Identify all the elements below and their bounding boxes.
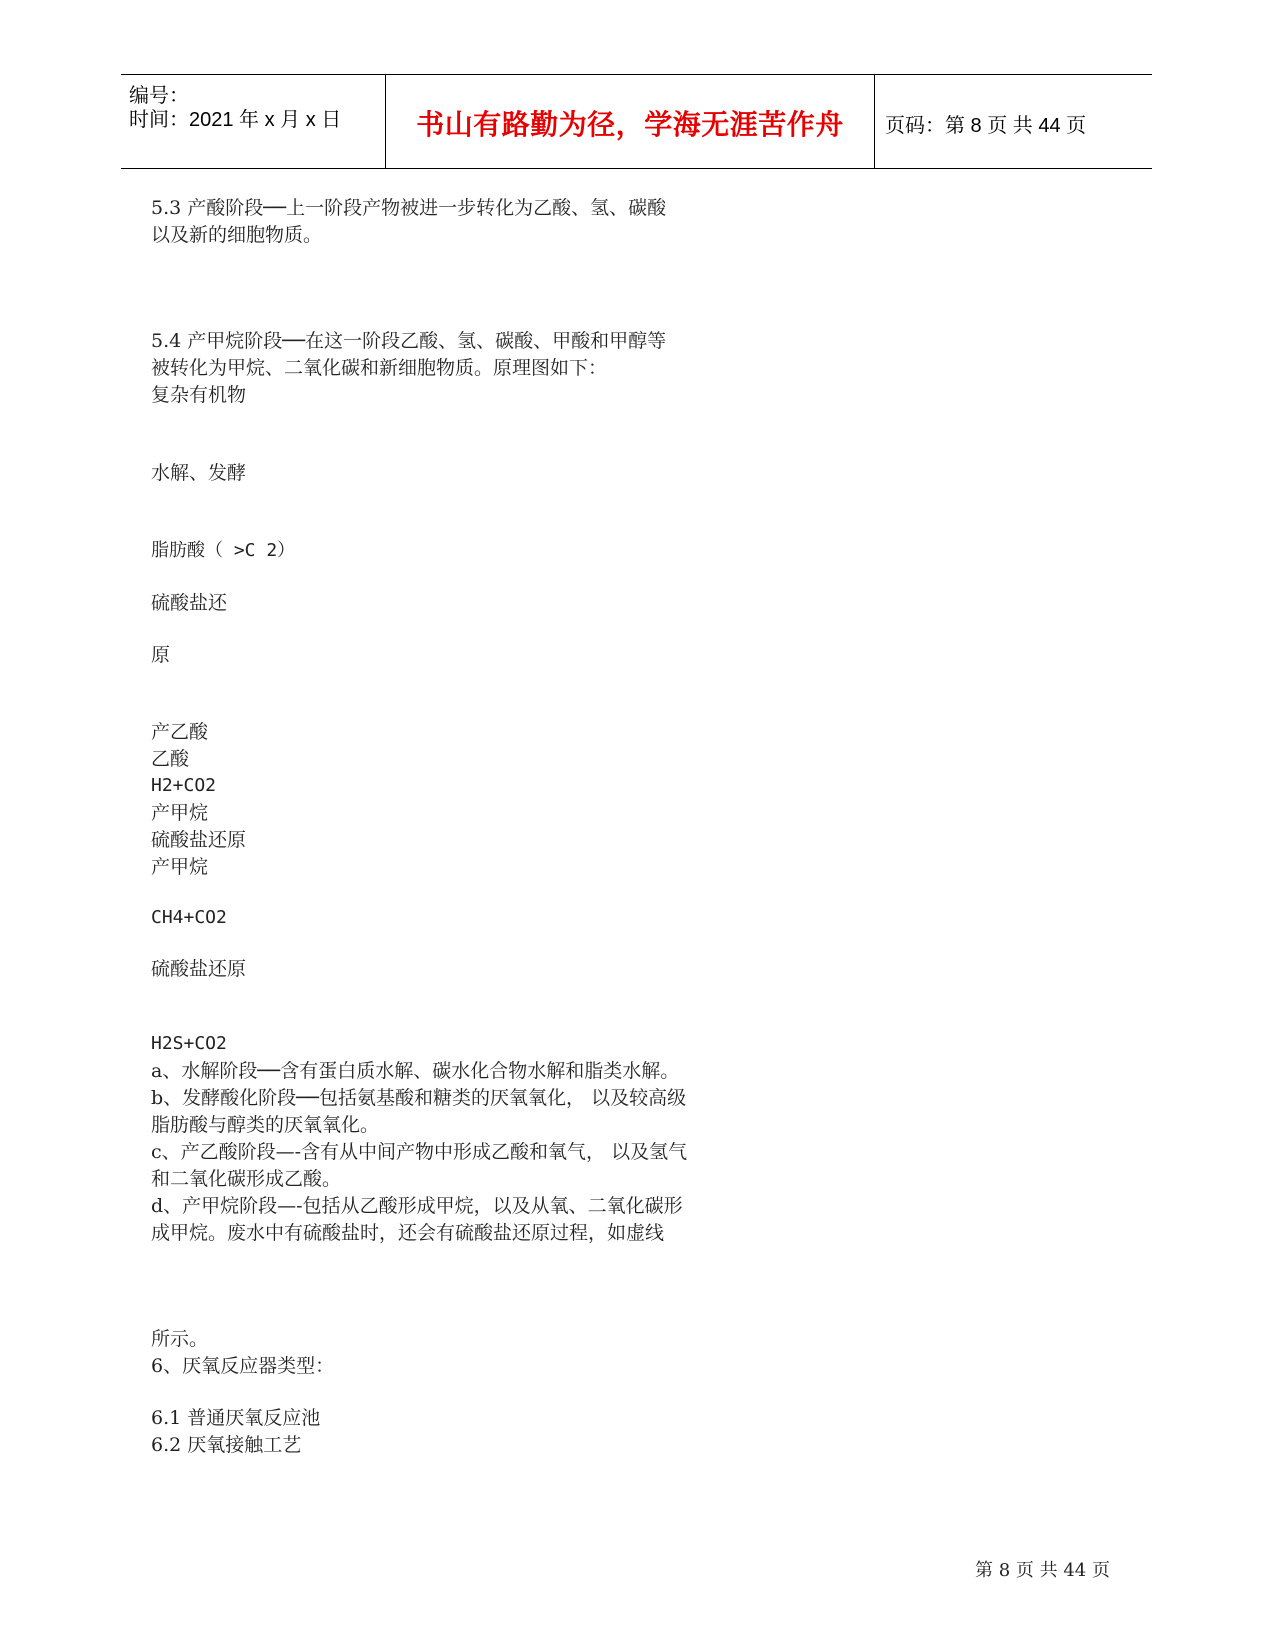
diagram-acetogenesis: 产乙酸	[151, 721, 209, 743]
section-5-3-line-1: 5.3 产酸阶段──上一阶段产物被进一步转化为乙酸、氢、碳酸	[151, 197, 667, 219]
stage-b-line-1: b、发酵酸化阶段──包括氨基酸和糖类的厌氧氧化， 以及较高级	[151, 1087, 687, 1109]
as-shown: 所示。	[151, 1328, 209, 1350]
section-5-4-line-2: 被转化为甲烷、二氧化碳和新细胞物质。原理图如下：	[151, 357, 608, 379]
diagram-methanogenesis-2: 产甲烷	[151, 856, 209, 878]
stage-c-line-1: c、产乙酸阶段—-含有从中间产物中形成乙酸和氧气， 以及氢气	[151, 1141, 688, 1163]
diagram-h2-co2: H2+CO2	[151, 775, 217, 796]
stage-c-line-2: 和二氧化碳形成乙酸。	[151, 1168, 342, 1190]
section-6-1: 6.1 普通厌氧反应池	[151, 1407, 321, 1429]
diagram-sulfate-reduction-2: 硫酸盐还原	[151, 829, 247, 851]
diagram-complex-organics: 复杂有机物	[151, 384, 247, 406]
diagram-methanogenesis-1: 产甲烷	[151, 802, 209, 824]
diagram-acetic-acid: 乙酸	[151, 748, 190, 770]
page-info: 页码：第 8 页 共 44 页	[885, 115, 1087, 137]
diagram-hydrolysis: 水解、发酵	[151, 462, 247, 484]
stage-d-line-2: 成甲烷。废水中有硫酸盐时，还会有硫酸盐还原过程，如虚线	[151, 1222, 665, 1244]
stage-d-line-1: d、产甲烷阶段—-包括从乙酸形成甲烷，以及从氧、二氧化碳形	[151, 1195, 683, 1217]
diagram-sulfate-reduction-3: 硫酸盐还原	[151, 958, 247, 980]
section-6-heading: 6、厌氧反应器类型：	[151, 1355, 335, 1377]
header-motto-cell	[385, 75, 875, 168]
diagram-h2s-co2: H2S+CO2	[151, 1033, 227, 1054]
serial-number-label: 编号：	[129, 85, 189, 107]
section-6-2: 6.2 厌氧接触工艺	[151, 1434, 302, 1456]
diagram-sulfate-reduction-a: 硫酸盐还	[151, 592, 228, 614]
section-5-4-line-1: 5.4 产甲烷阶段──在这一阶段乙酸、氢、碳酸、甲酸和甲醇等	[151, 330, 667, 352]
stage-a-hydrolysis: a、水解阶段──含有蛋白质水解、碳水化合物水解和脂类水解。	[151, 1060, 680, 1082]
header-left-cell	[121, 75, 385, 168]
section-5-3-line-2: 以及新的细胞物质。	[151, 224, 323, 246]
motto-text: 书山有路勤为径，学海无涯苦作舟	[416, 108, 844, 141]
diagram-fatty-acid: 脂肪酸（ >C 2）	[151, 540, 296, 561]
header-right-cell	[874, 75, 1152, 168]
date-line: 时间：2021 年 x 月 x 日	[129, 109, 342, 131]
diagram-ch4-co2: CH4+CO2	[151, 907, 227, 928]
page-header	[121, 74, 1152, 169]
diagram-sulfate-reduction-b: 原	[151, 644, 171, 666]
page-footer: 第 8 页 共 44 页	[975, 1560, 1110, 1581]
stage-b-line-2: 脂肪酸与醇类的厌氧氧化。	[151, 1114, 380, 1136]
